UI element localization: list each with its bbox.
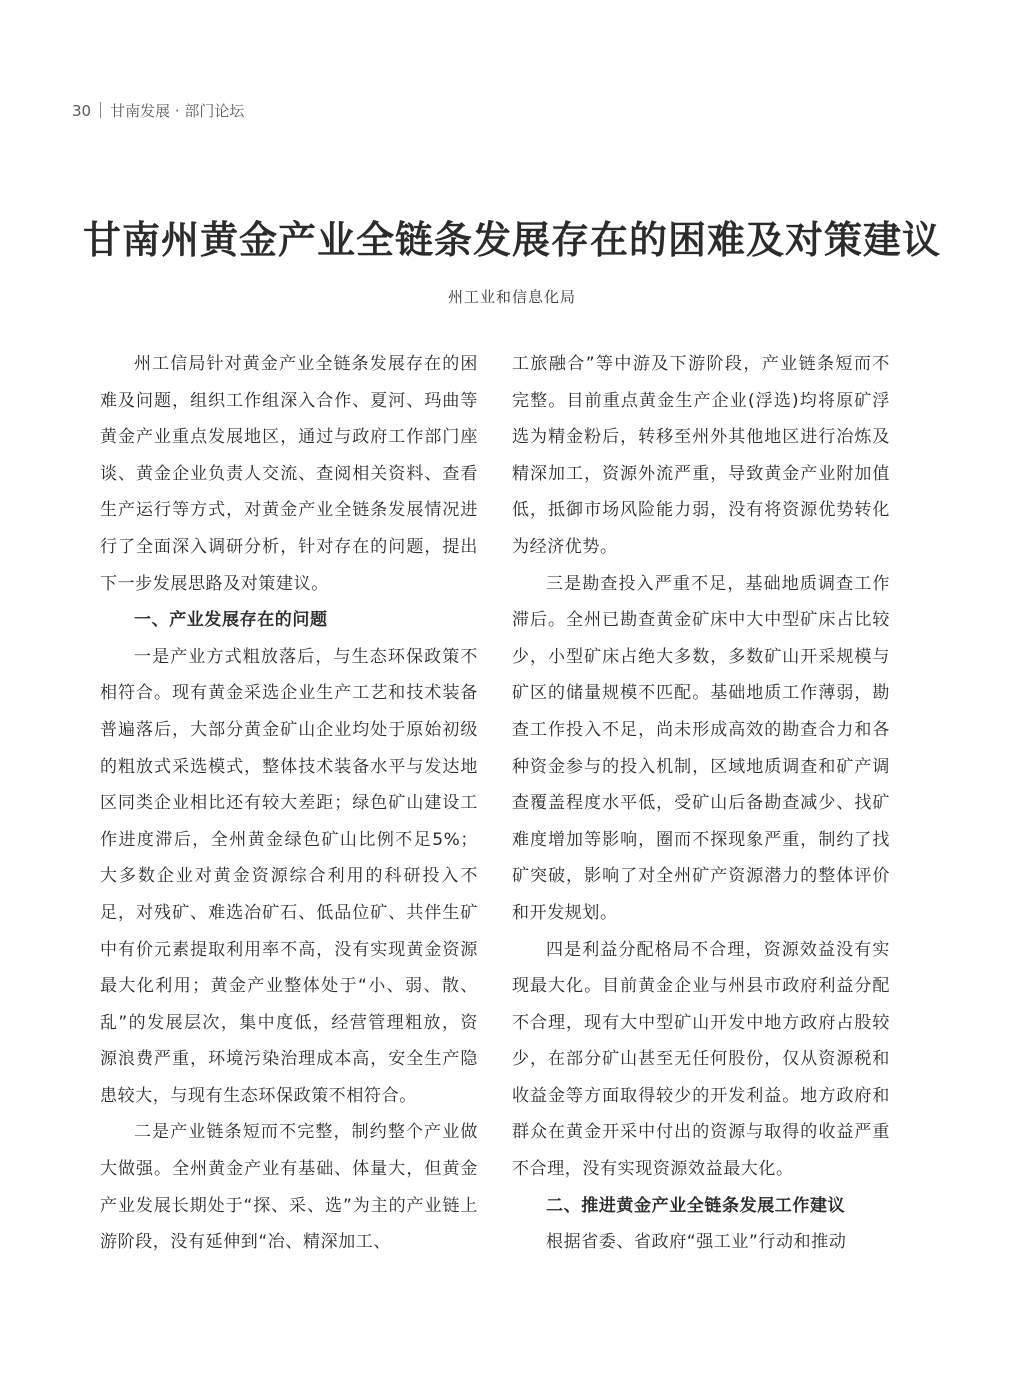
running-header: [72, 100, 244, 122]
paragraph-problem-1: 一是产业方式粗放落后，与生态环保政策不相符合。现有黄金采选企业生产工艺和技术装备普遍落后，大部分黄金矿山企业均处于原始初级的粗放式采选模式，整体技术装备水平与发达地区同类企业相比还有较大差距；绿色矿山建设工作进度滞后，全州黄金绿色矿山比例不足5%；大多数企业对黄金资源综合利用的科研投入不足，对残矿、难选冶矿石、低品位矿、共伴生矿中有价元素提取利用率不高，没有实现黄金资源最大化利用；黄金产业整体处于“小、弱、散、乱”的发展层次，集中度低，经营管理粗放，资源浪费严重，环境污染治理成本高，安全生产隐患较大，与现有生态环保政策不相符合。: [100, 646, 478, 1106]
right-column: [512, 346, 890, 1261]
section-heading-1: 一、产业发展存在的问题: [134, 610, 328, 631]
left-column: [100, 346, 478, 1261]
section-name: 甘南发展 · 部门论坛: [110, 102, 245, 120]
article-title: 甘南州黄金产业全链条发展存在的困难及对策建议: [82, 217, 941, 262]
paragraph-problem-4: 四是利益分配格局不合理，资源效益没有实现最大化。目前黄金企业与州县市政府利益分配不合理，现有大中型矿山开发中地方政府占股较少，在部分矿山甚至无任何股份，仅从资源税和收益金等方面取得较少的开发利益。地方政府和群众在黄金开采中付出的资源与取得的收益严重不合理，没有实现资源效益最大化。: [512, 939, 890, 1180]
page-number: 30: [72, 102, 92, 120]
paragraph-problem-2-continued: 工旅融合”等中游及下游阶段，产业链条短而不完整。目前重点黄金生产企业(浮选)均将原矿浮选为精金粉后，转移至州外其他地区进行冶炼及精深加工，资源外流严重，导致黄金产业附加值低，抵御市场风险能力弱，没有将资源优势转化为经济优势。: [512, 354, 890, 557]
article-author: 州工业和信息化局: [447, 288, 576, 306]
header-divider: [100, 102, 101, 118]
section-heading-2: 二、推进黄金产业全链条发展工作建议: [546, 1195, 846, 1216]
intro-paragraph: 州工信局针对黄金产业全链条发展存在的困难及问题，组织工作组深入合作、夏河、玛曲等黄金产业重点发展地区，通过与政府工作部门座谈、黄金企业负责人交流、查阅相关资料、查看生产运行等方式，对黄金产业全链条发展情况进行了全面深入调研分析，针对存在的问题，提出下一步发展思路及对策建议。: [100, 354, 478, 594]
paragraph-problem-3: 三是勘查投入严重不足，基础地质调查工作滞后。全州已勘查黄金矿床中大中型矿床占比较少，小型矿床占绝大多数，多数矿山开采规模与矿区的储量规模不匹配。基础地质工作薄弱，勘查工作投入不足，尚未形成高效的勘查合力和各种资金参与的投入机制，区域地质调查和矿产调查覆盖程度水平低，受矿山后备勘查减少、找矿难度增加等影响，圈而不探现象严重，制约了找矿突破，影响了对全州矿产资源潜力的整体评价和开发规划。: [512, 573, 890, 923]
paragraph-problem-2: 二是产业链条短而不完整，制约整个产业做大做强。全州黄金产业有基础、体量大，但黄金产业发展长期处于“探、采、选”为主的产业链上游阶段，没有延伸到“冶、精深加工、: [100, 1122, 478, 1253]
paragraph-suggestion-1: 根据省委、省政府“强工业”行动和推动: [546, 1232, 847, 1253]
